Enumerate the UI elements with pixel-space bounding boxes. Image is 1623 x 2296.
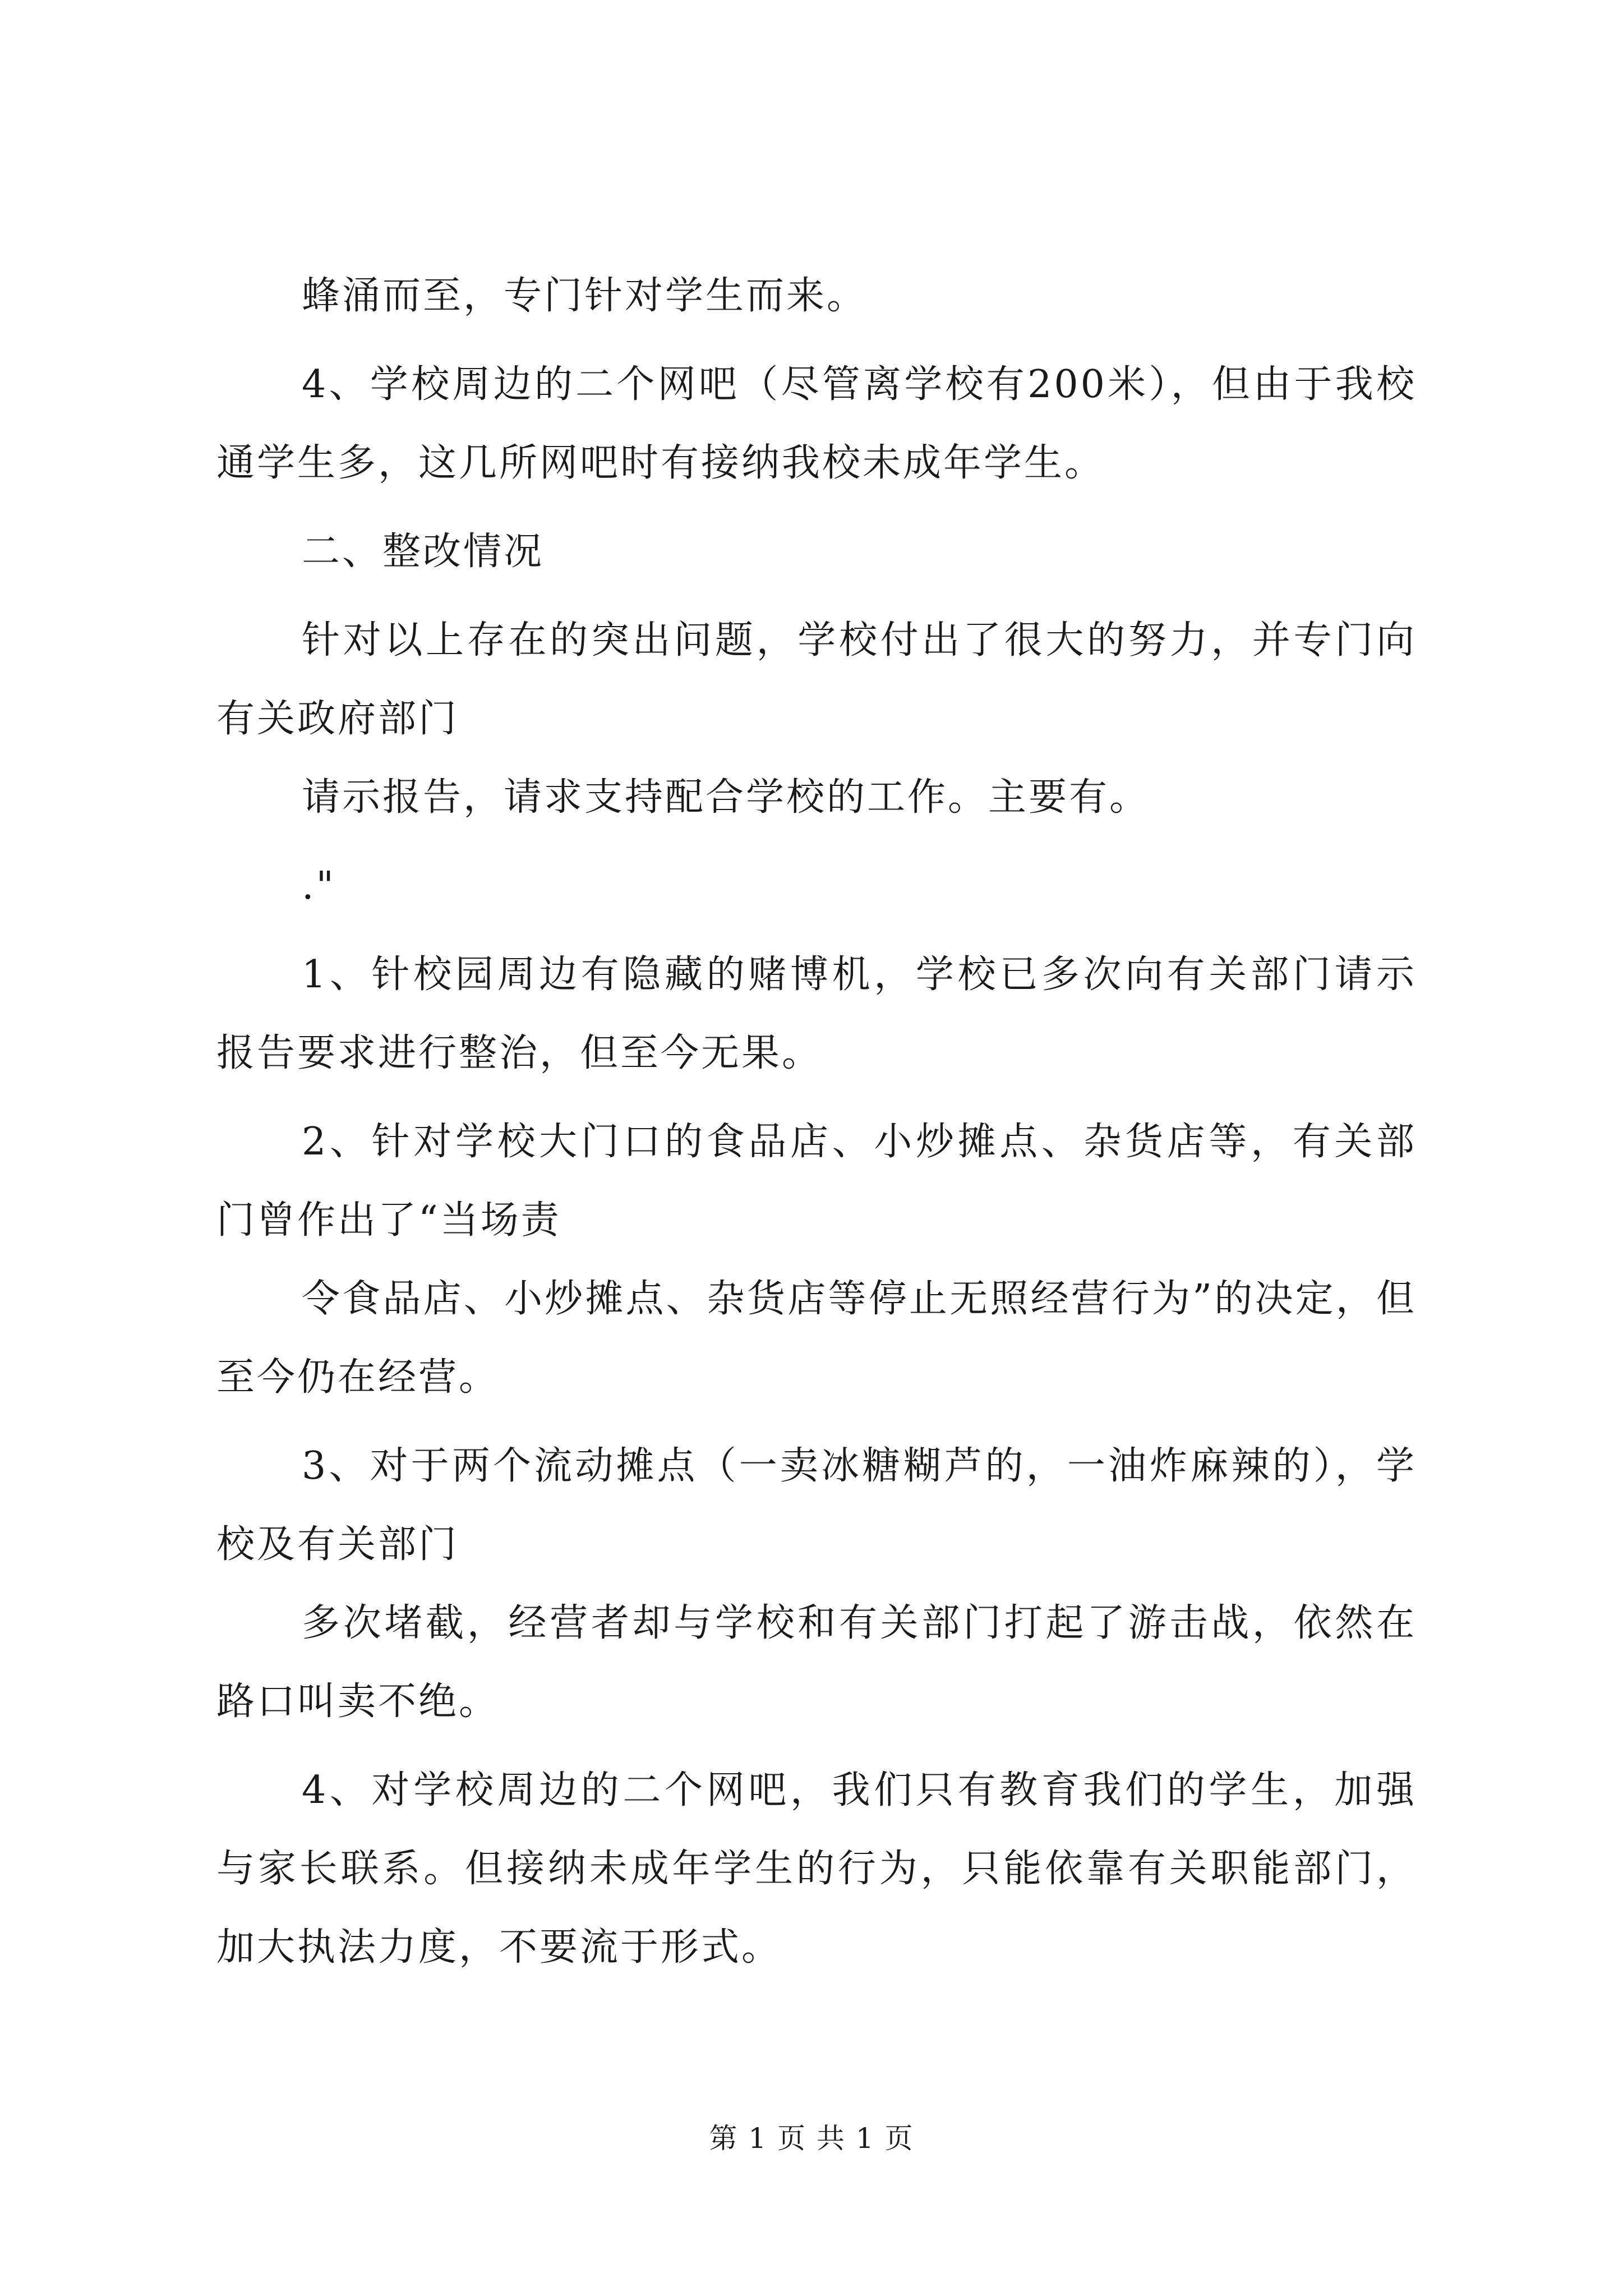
paragraph-measure-4-internet-cafes: 4、对学校周边的二个网吧，我们只有教育我们的学生，加强与家长联系。但接纳未成年学生的行为，只能依靠有关职能部门，加大执法力度，不要流于形式。	[216, 1768, 1417, 1970]
paragraph-measure-3-continued: 多次堵截，经营者却与学校和有关部门打起了游击战，依然在路口叫卖不绝。	[216, 1601, 1417, 1724]
stray-mark: ."	[302, 864, 336, 908]
section-heading-rectification: 二、整改情况	[302, 530, 545, 574]
paragraph-measure-3-mobile-stalls: 3、对于两个流动摊点（一卖冰糖糊芦的，一油炸麻辣的），学校及有关部门	[216, 1444, 1417, 1567]
page-number-footer: 第 1 页 共 1 页	[709, 2122, 914, 2155]
document-body	[216, 257, 1417, 1987]
paragraph-measure-2-continued: 令食品店、小炒摊点、杂货店等停止无照经营行为”的决定，但至今仍在经营。	[216, 1277, 1417, 1400]
paragraph-issue-4-internet-cafes: 4、学校周边的二个网吧（尽管离学校有200米），但由于我校通学生多，这几所网吧时有接纳我校未成年学生。	[216, 362, 1417, 485]
paragraph-measure-1-gambling: 1、针校园周边有隐藏的赌博机，学校已多次向有关部门请示报告要求进行整治，但至今无果。	[216, 953, 1417, 1075]
paragraph-measure-2-food-stalls: 2、针对学校大门口的食品店、小炒摊点、杂货店等，有关部门曾作出了“当场责	[216, 1120, 1417, 1243]
paragraph-rectification-intro: 针对以上存在的突出问题，学校付出了很大的努力，并专门向有关政府部门	[216, 618, 1417, 741]
paragraph-rectification-request: 请示报告，请求支持配合学校的工作。主要有。	[302, 775, 1150, 820]
paragraph-intro-continuation: 蜂涌而至，专门针对学生而来。	[302, 274, 868, 318]
